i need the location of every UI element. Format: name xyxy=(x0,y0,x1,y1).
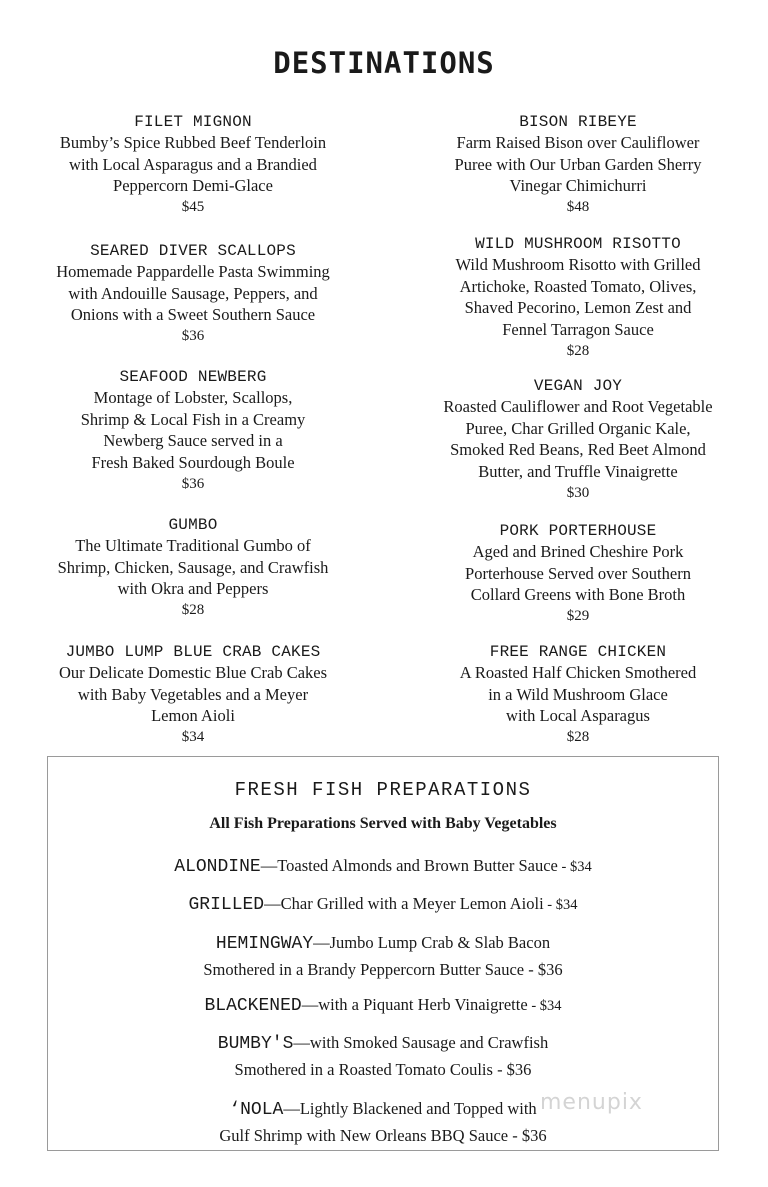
menu-item-gumbo xyxy=(10,515,376,621)
item-price: $48 xyxy=(566,199,590,216)
item-description: Wild Mushroom Risotto with Grilled Artichoke, Roasted Tomato, Olives, Shaved Pecorino, Lemon Zest and Fennel Tarragon Sauce xyxy=(455,255,701,340)
item-price: $36 xyxy=(181,475,205,492)
prep-description: —Toasted Almonds and Brown Butter Sauce xyxy=(260,856,558,875)
watermark: menupix xyxy=(540,1090,643,1115)
menu-item-vegan-joy xyxy=(398,376,758,504)
prep-description: —Jumbo Lump Crab & Slab Bacon xyxy=(313,933,551,952)
item-price: $28 xyxy=(566,729,590,746)
item-description: Aged and Brined Cheshire Pork Porterhouse Served over Southern Collard Greens with Bone Broth xyxy=(465,542,691,605)
fish-prep-hemingway xyxy=(48,930,718,982)
fish-section-title: FRESH FISH PREPARATIONS xyxy=(234,779,532,801)
prep-name: HEMINGWAY xyxy=(215,934,314,954)
menu-item-jumbo-lump-blue-crab-cakes xyxy=(10,642,376,748)
item-price: $29 xyxy=(566,608,590,625)
item-name: SEAFOOD NEWBERG xyxy=(119,368,267,386)
item-name: PORK PORTERHOUSE xyxy=(499,522,657,540)
item-name: VEGAN JOY xyxy=(533,377,623,395)
item-description: Homemade Pappardelle Pasta Swimming with Andouille Sausage, Peppers, and Onions with a Sweet Southern Sauce xyxy=(56,262,330,325)
item-name: GUMBO xyxy=(168,516,218,534)
prep-name: BUMBY'S xyxy=(217,1034,294,1054)
fish-prep-alondine xyxy=(48,853,718,880)
fish-prep-blackened xyxy=(48,992,718,1019)
prep-price: - $34 xyxy=(527,998,562,1014)
item-description: Montage of Lobster, Scallops, Shrimp & Local Fish in a Creamy Newberg Sauce served in a Fresh Baked Sourdough Boule xyxy=(80,388,306,473)
prep-price: - $34 xyxy=(543,897,578,913)
item-description: Bumby’s Spice Rubbed Beef Tenderloin with Local Asparagus and a Brandied Peppercorn Demi-Glace xyxy=(59,133,327,196)
item-description: Roasted Cauliflower and Root Vegetable Puree, Char Grilled Organic Kale, Smoked Red Beans, Red Beet Almond Butter, and Truffle Vinaigrette xyxy=(443,397,713,482)
prep-description: —with a Piquant Herb Vinaigrette xyxy=(301,995,528,1014)
menu-item-pork-porterhouse xyxy=(398,521,758,627)
item-price: $34 xyxy=(181,729,205,746)
prep-description: —with Smoked Sausage and Crawfish xyxy=(293,1033,549,1052)
menu-item-bison-ribeye xyxy=(398,112,758,218)
menu-item-free-range-chicken xyxy=(398,642,758,748)
fish-section-subtitle: All Fish Preparations Served with Baby Vegetables xyxy=(209,815,557,832)
page-title: DESTINATIONS xyxy=(273,46,495,80)
prep-name: ALONDINE xyxy=(174,857,261,877)
item-price: $28 xyxy=(181,602,205,619)
menu-item-seafood-newberg xyxy=(10,367,376,495)
menu-item-wild-mushroom-risotto xyxy=(398,234,758,362)
prep-description-line2: Smothered in a Roasted Tomato Coulis - $36 xyxy=(234,1060,532,1079)
item-description: The Ultimate Traditional Gumbo of Shrimp, Chicken, Sausage, and Crawfish with Okra and Peppers xyxy=(57,536,329,599)
fish-prep-grilled xyxy=(48,891,718,918)
prep-name: ‘NOLA xyxy=(229,1100,284,1120)
fresh-fish-section xyxy=(47,756,719,1151)
item-name: FREE RANGE CHICKEN xyxy=(489,643,667,661)
item-name: SEARED DIVER SCALLOPS xyxy=(90,242,296,260)
item-description: A Roasted Half Chicken Smothered in a Wild Mushroom Glace with Local Asparagus xyxy=(459,663,697,726)
prep-name: BLACKENED xyxy=(204,996,302,1016)
menu-item-seared-diver-scallops xyxy=(10,241,376,347)
menu-item-filet-mignon xyxy=(10,112,376,218)
item-name: FILET MIGNON xyxy=(134,113,252,131)
prep-description: —Char Grilled with a Meyer Lemon Aioli xyxy=(264,894,544,913)
item-price: $30 xyxy=(566,484,590,501)
prep-description-line2: Gulf Shrimp with New Orleans BBQ Sauce - $36 xyxy=(219,1126,547,1145)
item-price: $45 xyxy=(181,199,205,216)
prep-description: —Lightly Blackened and Topped with xyxy=(283,1099,537,1118)
prep-description-line2: Smothered in a Brandy Peppercorn Butter Sauce - $36 xyxy=(203,960,563,979)
item-name: WILD MUSHROOM RISOTTO xyxy=(475,235,681,253)
item-name: JUMBO LUMP BLUE CRAB CAKES xyxy=(65,643,321,661)
prep-name: GRILLED xyxy=(188,895,265,915)
item-price: $28 xyxy=(566,342,590,359)
item-name: BISON RIBEYE xyxy=(519,113,637,131)
item-description: Our Delicate Domestic Blue Crab Cakes with Baby Vegetables and a Meyer Lemon Aioli xyxy=(58,663,328,726)
prep-price: - $34 xyxy=(557,859,592,875)
fish-prep-bumbys xyxy=(48,1030,718,1082)
item-price: $36 xyxy=(181,328,205,345)
item-description: Farm Raised Bison over Cauliflower Puree with Our Urban Garden Sherry Vinegar Chimichurri xyxy=(454,133,702,196)
